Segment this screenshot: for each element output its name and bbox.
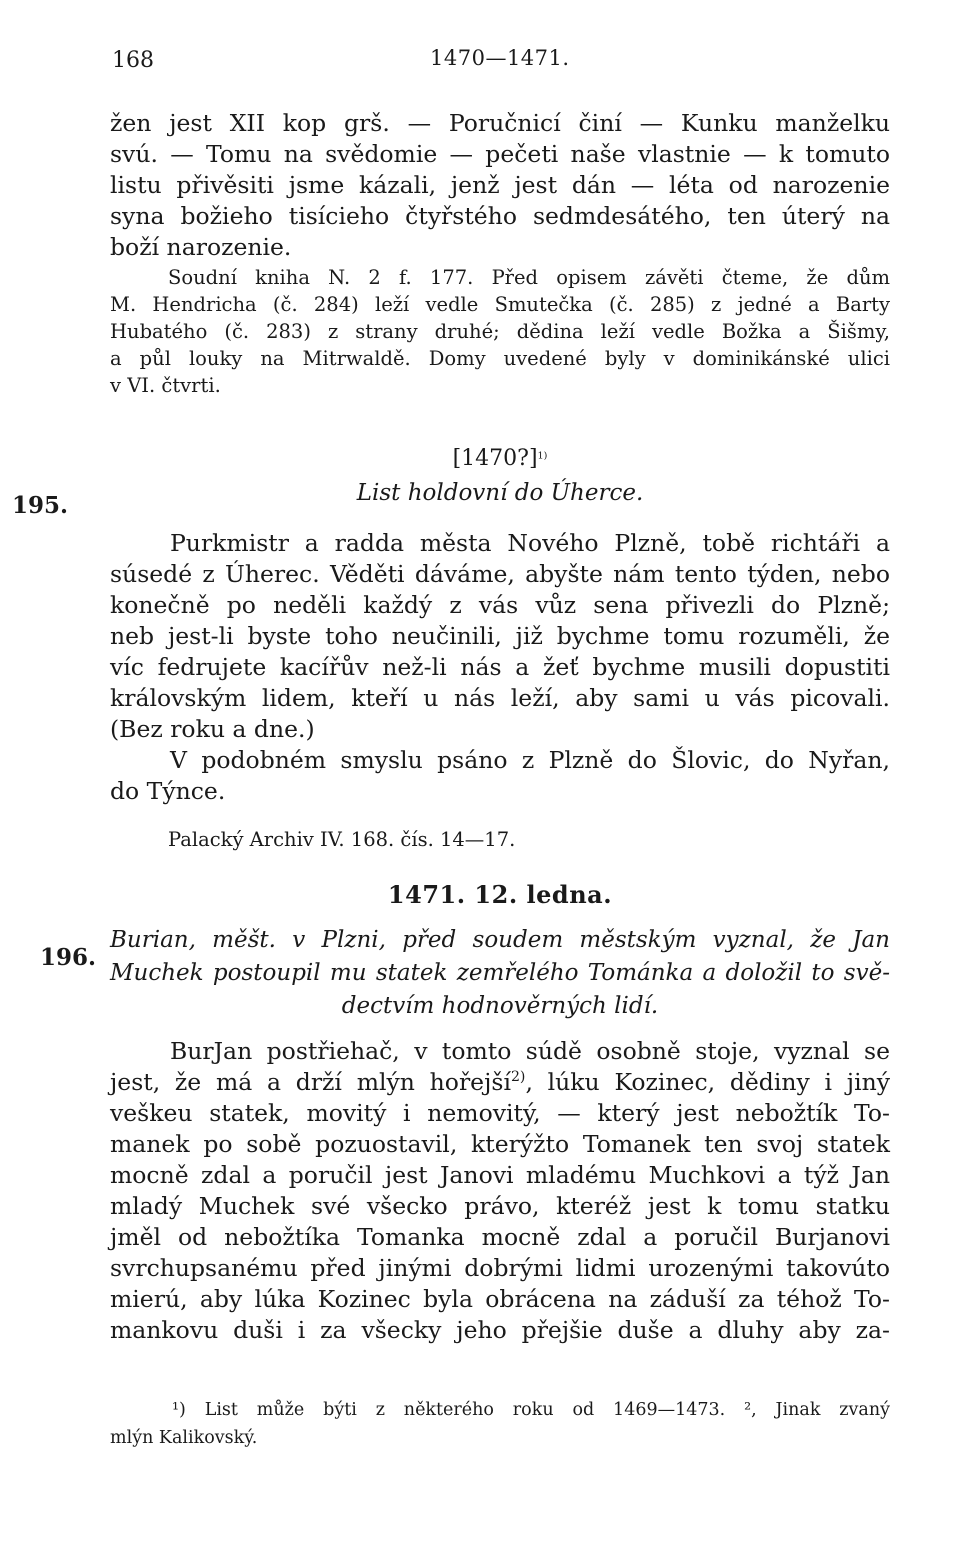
text-line: syna božieho tisícieho čtyřstého sedmdesátého, ten úterý na	[110, 202, 890, 230]
entry-195-source	[110, 826, 890, 853]
text-line: súsedé z Úherec. Věděti dáváme, abyšte nám tento týden, nebo	[110, 560, 890, 588]
note-line: M. Hendricha (č. 284) leží vedle Smutečka (č. 285) z jedné a Barty	[110, 293, 890, 316]
source-line: Palacký Archiv IV. 168. čís. 14—17.	[168, 828, 516, 851]
text-line: svrchupsanému před jinými dobrými lidmi urozenými takovúto	[110, 1254, 890, 1282]
text-line: jměl od nebožtíka Tomanka mocně zdal a poručil Burjanovi	[110, 1223, 890, 1251]
note-line: v VI. čtvrti.	[110, 374, 221, 397]
text-line: mocně zdal a poručil jest Janovi mladému Muchkovi a týž Jan	[110, 1161, 890, 1189]
text-line: mierú, aby lúka Kozinec byla obrácena na záduší za téhož To-	[110, 1285, 890, 1313]
entry-196-number: 196.	[40, 944, 97, 971]
note-line: Soudní kniha N. 2 f. 177. Před opisem závěti čteme, že dům	[168, 266, 890, 289]
prev-entry-body	[110, 108, 890, 263]
text-line: listu přivěsiti jsme kázali, jenž jest dán — léta od narozenie	[110, 171, 890, 199]
text-line: (Bez roku a dne.)	[110, 715, 315, 743]
text-line: jest, že má a drží mlýn hořejší$^{2)}$, lúku Kozinec, dědiny i jiný	[110, 1068, 890, 1096]
text-line: konečně po neděli každý z vás vůz sena přivezli do Plzně;	[110, 591, 890, 619]
text-line: BurJan postřiehač, v tomto súdě osobně stoje, vyznal se	[170, 1037, 890, 1065]
text-line: víc fedrujete kacířův než-li nás a žeť bychme musili dopustiti	[110, 653, 890, 681]
prev-entry-note	[110, 264, 890, 399]
text-line: do Týnce.	[110, 777, 226, 805]
footnote-ref: 2)	[510, 1069, 526, 1086]
text-line: mankovu duši i za všecky jeho přejšie duše a dluhy aby za-	[110, 1316, 890, 1344]
text-line: boží narozenie.	[110, 233, 292, 261]
entry-195-number: 195.	[12, 492, 69, 519]
entry-196-summary	[110, 924, 890, 1023]
entry-196-body	[110, 1036, 890, 1346]
note-line: Hubatého (č. 283) z strany druhé; dědina leží vedle Božka a Šišmy,	[110, 320, 890, 343]
entry-195-title: List holdovní do Úherce.	[356, 480, 644, 506]
footnote-line: mlýn Kalikovský.	[110, 1428, 258, 1448]
summary-line: Muchek postoupil mu statek zemřelého Tománka a doložil to svě-	[110, 960, 890, 986]
text-line: žen jest XII kop grš. — Poručnicí činí — Kunku manželku	[110, 109, 890, 137]
entry-196-date: 1471. 12. ledna.	[387, 880, 613, 909]
summary-line: dectvím hodnověrných lidí.	[341, 993, 659, 1019]
note-line: a půl louky na Mitrwaldě. Domy uvedené byly v dominikánské ulici	[110, 347, 890, 370]
footnotes	[110, 1396, 890, 1452]
text-line: V podobném smyslu psáno z Plzně do Šlovic, do Nyřan,	[170, 746, 890, 774]
text-line: veškeu statek, movitý i nemovitý, — který jest nebožtík To-	[110, 1099, 890, 1127]
entry-195-body	[110, 528, 890, 807]
entry-195-date: [1470?]$^{1)}$	[452, 446, 548, 471]
text-line: manek po sobě pozuostavil, kterýžto Tomanek ten svoj statek	[110, 1130, 890, 1158]
text-line: svú. — Tomu na svědomie — pečeti naše vlastnie — k tomuto	[110, 140, 890, 168]
text-line: královským lidem, kteří u nás leží, aby sami u vás picovali.	[110, 684, 890, 712]
text-line: neb jest-li byste toho neučinili, již bychme tomu rozuměli, že	[110, 622, 890, 650]
running-head: 1470—1471.	[430, 46, 570, 70]
text-line: mladý Muchek své všecko právo, kteréž jest k tomu statku	[110, 1192, 890, 1220]
footnote-ref: 1)	[537, 450, 548, 462]
text-line: Purkmistr a radda města Nového Plzně, tobě richtáři a	[170, 529, 890, 557]
footnote-line: ¹) List může býti z některého roku od 1469—1473. ², Jinak zvaný	[172, 1400, 890, 1420]
summary-line: Burian, měšt. v Plzni, před soudem městským vyznal, že Jan	[110, 927, 890, 953]
page-number: 168	[112, 48, 154, 73]
